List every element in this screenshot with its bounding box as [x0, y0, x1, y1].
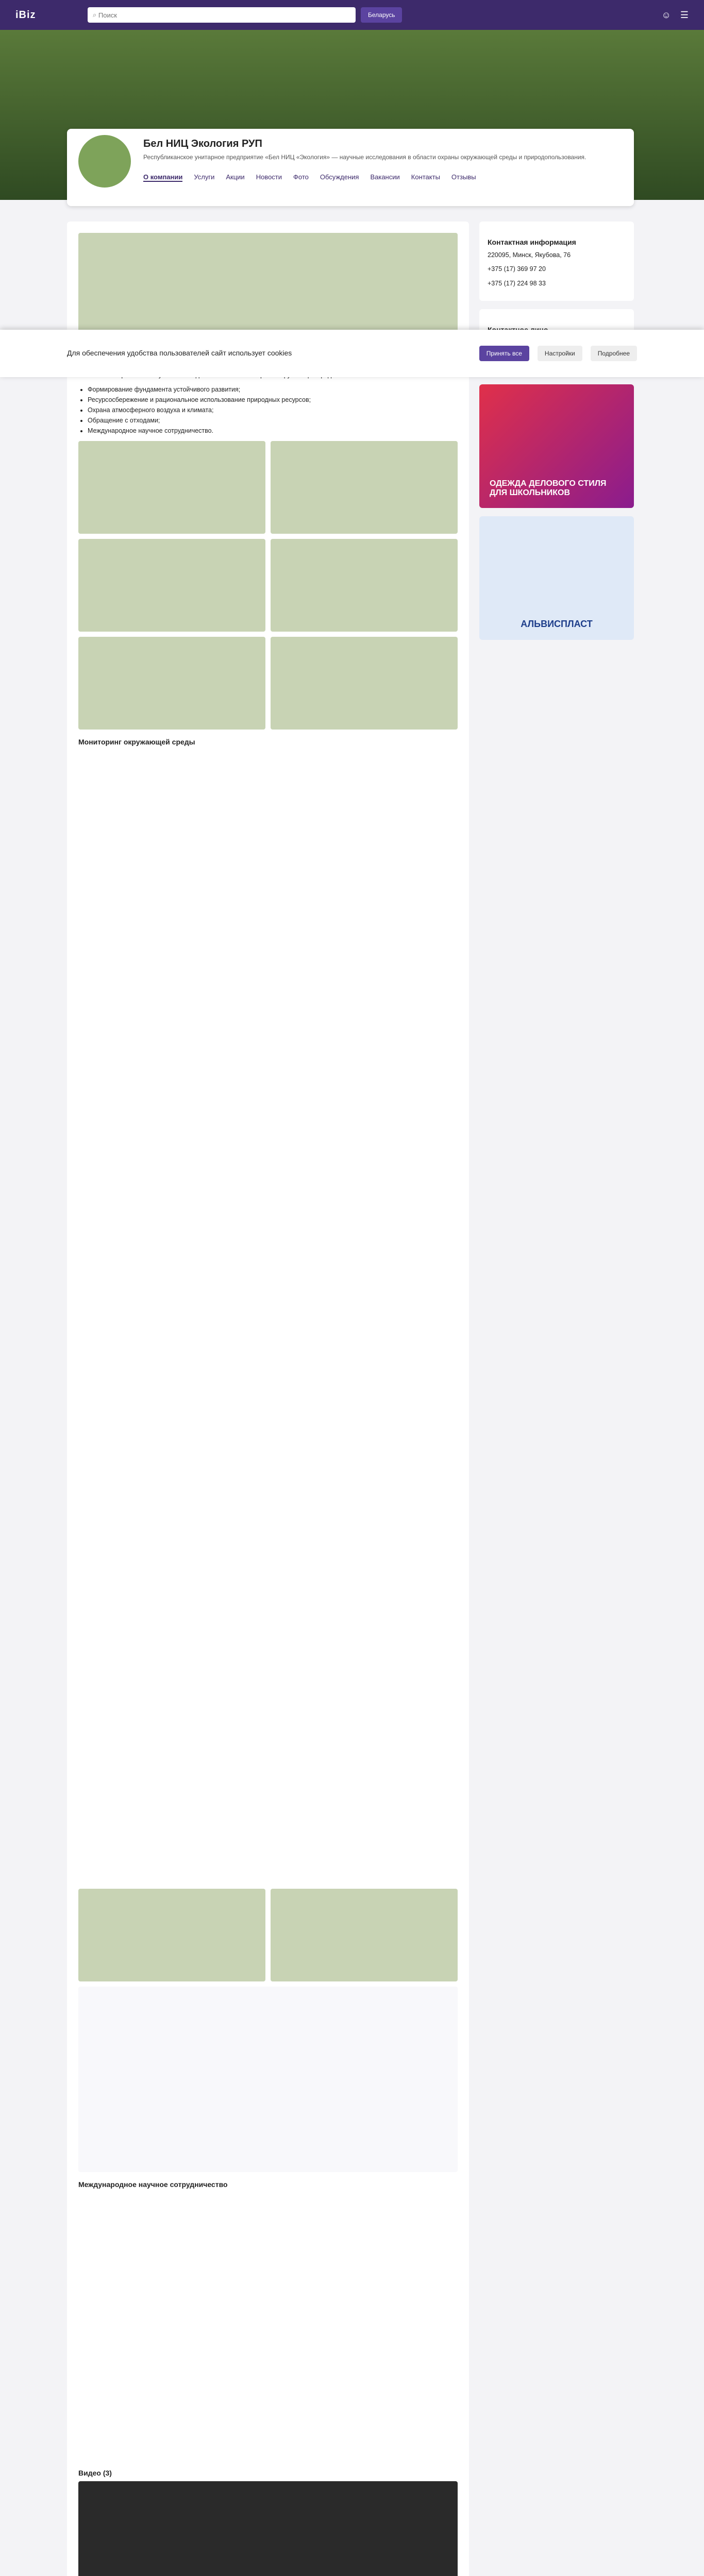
address-text: 220095, Минск, Якубова, 76: [488, 251, 571, 259]
tab-promos[interactable]: Акции: [226, 173, 245, 181]
hero-photo: [78, 233, 458, 346]
tab-services[interactable]: Услуги: [194, 173, 215, 181]
main-content: [67, 222, 469, 2576]
company-description: Республиканское унитарное предприятие «Бел НИЦ «Экология» — научные исследования в области охраны окружающей среды и природопользования.: [143, 154, 586, 161]
phone-2[interactable]: +375 (17) 224 98 33: [488, 279, 546, 287]
tab-about[interactable]: О компании: [143, 173, 183, 181]
tab-news[interactable]: Новости: [256, 173, 282, 181]
ad-banner-uniform[interactable]: [479, 384, 634, 508]
gallery-photo[interactable]: [271, 1889, 458, 1981]
company-tabs: [143, 173, 625, 182]
gallery-photo[interactable]: [78, 637, 265, 730]
tab-photo[interactable]: Фото: [293, 173, 309, 181]
cookie-more-button[interactable]: Подробнее: [591, 346, 637, 361]
gallery-photo[interactable]: [78, 1889, 265, 1981]
ad-text: АЛЬВИСПЛАСТ: [521, 618, 593, 629]
ad-banner-alvisplast[interactable]: [479, 516, 634, 640]
list-item: • Охрана атмосферного воздуха и климата;: [88, 405, 458, 415]
gallery-photo[interactable]: [271, 539, 458, 632]
video-player[interactable]: [78, 2481, 458, 2576]
sidebar: [479, 222, 634, 2576]
gallery-photo[interactable]: [271, 441, 458, 534]
search-box[interactable]: [88, 7, 356, 23]
tab-reviews[interactable]: Отзывы: [451, 173, 476, 181]
ad-text: ОДЕЖДА ДЕЛОВОГО СТИЛЯ ДЛЯ ШКОЛЬНИКОВ: [490, 479, 607, 497]
search-input[interactable]: [98, 11, 350, 19]
gallery-photo[interactable]: [78, 539, 265, 632]
gallery-photo[interactable]: [271, 637, 458, 730]
cookie-banner: [0, 330, 704, 377]
list-item: • Обращение с отходами;: [88, 415, 458, 426]
top-bar: [0, 0, 704, 30]
cookie-accept-button[interactable]: Принять все: [479, 346, 529, 361]
contact-box: [479, 222, 634, 301]
text-block: [78, 2193, 458, 2461]
company-logo: [76, 133, 133, 190]
phone-1[interactable]: +375 (17) 369 97 20: [488, 265, 546, 273]
intl-heading: Международное научное сотрудничество: [78, 2180, 228, 2189]
list-item: • Международное научное сотрудничество.: [88, 426, 458, 436]
user-icon[interactable]: ☺: [661, 9, 671, 20]
cookie-settings-button[interactable]: Настройки: [538, 346, 582, 361]
contact-title: Контактная информация: [488, 238, 576, 246]
site-logo[interactable]: iBiz: [15, 9, 36, 21]
text-block: [78, 750, 458, 1884]
partners-flags-map: [78, 1987, 458, 2172]
menu-icon[interactable]: ☰: [680, 9, 689, 20]
company-name: Бел НИЦ Экология РУП: [143, 138, 262, 149]
company-header-card: [67, 129, 634, 206]
search-icon: ⌕: [93, 11, 97, 19]
list-item: • Ресурсосбережение и рациональное использование природных ресурсов;: [88, 395, 458, 405]
list-item: • Формирование фундамента устойчивого развития;: [88, 384, 458, 395]
tab-discussions[interactable]: Обсуждения: [320, 173, 359, 181]
gallery-photo[interactable]: [78, 441, 265, 534]
tab-vacancies[interactable]: Вакансии: [370, 173, 400, 181]
tab-contacts[interactable]: Контакты: [411, 173, 440, 181]
cookie-text: Для обеспечения удобства пользователей сайт использует cookies: [67, 349, 292, 358]
video-heading: Видео (3): [78, 2469, 112, 2478]
region-selector[interactable]: Беларусь: [361, 7, 402, 23]
monitoring-heading: Мониторинг окружающей среды: [78, 738, 195, 747]
